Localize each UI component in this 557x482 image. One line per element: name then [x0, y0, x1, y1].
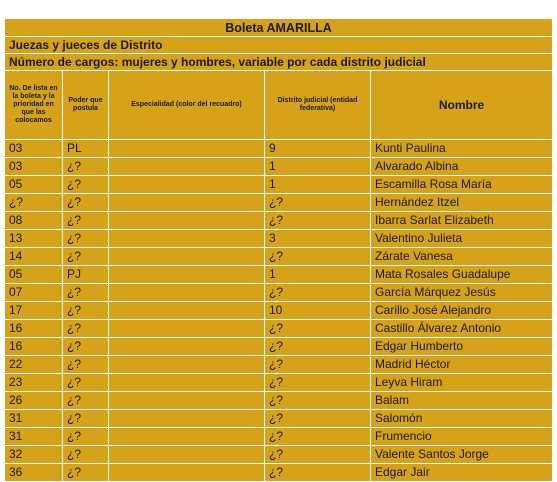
cell-nombre: Ibarra Sarlat Elizabeth: [371, 212, 553, 230]
table-row: [5, 194, 553, 212]
cell-numero: 08: [5, 212, 63, 230]
cell-nombre: Hernández Itzel: [371, 194, 553, 212]
ballot-subtitle: Juezas y jueces de Distrito: [5, 37, 553, 54]
cell-distrito: ¿?: [265, 446, 371, 464]
table-row: [5, 230, 553, 248]
cell-distrito: ¿?: [265, 392, 371, 410]
cell-numero: 13: [5, 230, 63, 248]
cell-poder: ¿?: [63, 320, 109, 338]
cell-nombre: García Márquez Jesús: [371, 284, 553, 302]
cell-nombre: Edgar Jair: [371, 464, 553, 482]
cell-poder: ¿?: [63, 446, 109, 464]
cell-especialidad: [109, 176, 265, 194]
cell-poder: ¿?: [63, 392, 109, 410]
cell-especialidad: [109, 284, 265, 302]
cell-nombre: Carillo José Alejandro: [371, 302, 553, 320]
cell-numero: 14: [5, 248, 63, 266]
cell-especialidad: [109, 410, 265, 428]
ballot-table: [4, 18, 553, 482]
cell-numero: 31: [5, 428, 63, 446]
ballot-positions-note: Número de cargos: mujeres y hombres, variable por cada distrito judicial: [5, 54, 553, 71]
table-row: [5, 212, 553, 230]
cell-poder: ¿?: [63, 374, 109, 392]
cell-nombre: Kunti Paulina: [371, 140, 553, 158]
cell-numero: 03: [5, 158, 63, 176]
title-row: [5, 19, 553, 37]
cell-numero: 17: [5, 302, 63, 320]
cell-numero: 16: [5, 338, 63, 356]
cell-especialidad: [109, 446, 265, 464]
cell-poder: ¿?: [63, 194, 109, 212]
cell-especialidad: [109, 392, 265, 410]
cell-distrito: ¿?: [265, 320, 371, 338]
cell-nombre: Valente Santos Jorge: [371, 446, 553, 464]
cell-numero: 31: [5, 410, 63, 428]
cell-especialidad: [109, 428, 265, 446]
table-row: [5, 176, 553, 194]
cell-distrito: ¿?: [265, 194, 371, 212]
cell-nombre: Alvarado Albina: [371, 158, 553, 176]
cell-numero: 26: [5, 392, 63, 410]
cell-distrito: 1: [265, 266, 371, 284]
cell-numero: 05: [5, 266, 63, 284]
ballot-sheet: [4, 18, 552, 482]
cell-poder: ¿?: [63, 248, 109, 266]
cell-numero: ¿?: [5, 194, 63, 212]
cell-poder: ¿?: [63, 284, 109, 302]
cell-nombre: Escamilla Rosa María: [371, 176, 553, 194]
cell-numero: 03: [5, 140, 63, 158]
cell-distrito: 1: [265, 176, 371, 194]
cell-numero: 16: [5, 320, 63, 338]
header-nombre: Nombre: [371, 71, 553, 140]
cell-distrito: 9: [265, 140, 371, 158]
cell-poder: ¿?: [63, 230, 109, 248]
cell-nombre: Castillo Álvarez Antonio: [371, 320, 553, 338]
header-numero: No. De lista en la boleta y la prioridad en que las colocamos: [5, 71, 63, 140]
cell-distrito: ¿?: [265, 428, 371, 446]
subtitle-row: [5, 37, 553, 54]
table-row: [5, 158, 553, 176]
cell-distrito: ¿?: [265, 464, 371, 482]
cell-especialidad: [109, 374, 265, 392]
table-row: [5, 320, 553, 338]
cell-especialidad: [109, 302, 265, 320]
cell-distrito: ¿?: [265, 356, 371, 374]
table-row: [5, 428, 553, 446]
cell-distrito: 1: [265, 158, 371, 176]
table-row: [5, 392, 553, 410]
table-row: [5, 248, 553, 266]
cell-numero: 32: [5, 446, 63, 464]
subtitle-row-2: [5, 54, 553, 71]
cell-poder: ¿?: [63, 338, 109, 356]
cell-numero: 36: [5, 464, 63, 482]
cell-numero: 22: [5, 356, 63, 374]
cell-distrito: ¿?: [265, 212, 371, 230]
cell-poder: ¿?: [63, 212, 109, 230]
header-poder: Poder que postula: [63, 71, 109, 140]
cell-poder: ¿?: [63, 428, 109, 446]
table-row: [5, 338, 553, 356]
table-row: [5, 374, 553, 392]
cell-especialidad: [109, 230, 265, 248]
table-row: [5, 356, 553, 374]
cell-poder: ¿?: [63, 356, 109, 374]
cell-poder: ¿?: [63, 302, 109, 320]
cell-numero: 05: [5, 176, 63, 194]
cell-especialidad: [109, 464, 265, 482]
cell-distrito: ¿?: [265, 374, 371, 392]
cell-especialidad: [109, 158, 265, 176]
table-row: [5, 464, 553, 482]
header-distrito: Distrito judicial (entidad federativa): [265, 71, 371, 140]
cell-distrito: ¿?: [265, 410, 371, 428]
cell-poder: ¿?: [63, 410, 109, 428]
cell-especialidad: [109, 266, 265, 284]
cell-numero: 07: [5, 284, 63, 302]
cell-especialidad: [109, 320, 265, 338]
cell-nombre: Leyva Hiram: [371, 374, 553, 392]
header-especialidad: Especialidad (color del recuadro): [109, 71, 265, 140]
cell-numero: 23: [5, 374, 63, 392]
cell-nombre: Balam: [371, 392, 553, 410]
ballot-title: Boleta AMARILLA: [5, 19, 553, 37]
cell-nombre: Frumencio: [371, 428, 553, 446]
cell-poder: ¿?: [63, 176, 109, 194]
table-row: [5, 284, 553, 302]
cell-nombre: Salomón: [371, 410, 553, 428]
cell-especialidad: [109, 212, 265, 230]
table-row: [5, 302, 553, 320]
cell-distrito: ¿?: [265, 248, 371, 266]
table-row: [5, 410, 553, 428]
cell-especialidad: [109, 356, 265, 374]
cell-nombre: Zárate Vanesa: [371, 248, 553, 266]
cell-poder: ¿?: [63, 158, 109, 176]
cell-especialidad: [109, 338, 265, 356]
table-row: [5, 140, 553, 158]
header-row: [5, 71, 553, 140]
cell-distrito: ¿?: [265, 338, 371, 356]
cell-poder: PL: [63, 140, 109, 158]
cell-nombre: Mata Rosales Guadalupe: [371, 266, 553, 284]
cell-nombre: Valentino Julieta: [371, 230, 553, 248]
cell-distrito: ¿?: [265, 284, 371, 302]
cell-nombre: Madrid Héctor: [371, 356, 553, 374]
cell-poder: PJ: [63, 266, 109, 284]
cell-distrito: 3: [265, 230, 371, 248]
cell-especialidad: [109, 140, 265, 158]
cell-poder: ¿?: [63, 464, 109, 482]
table-row: [5, 446, 553, 464]
cell-nombre: Edgar Humberto: [371, 338, 553, 356]
cell-distrito: 10: [265, 302, 371, 320]
cell-especialidad: [109, 248, 265, 266]
cell-especialidad: [109, 194, 265, 212]
table-row: [5, 266, 553, 284]
